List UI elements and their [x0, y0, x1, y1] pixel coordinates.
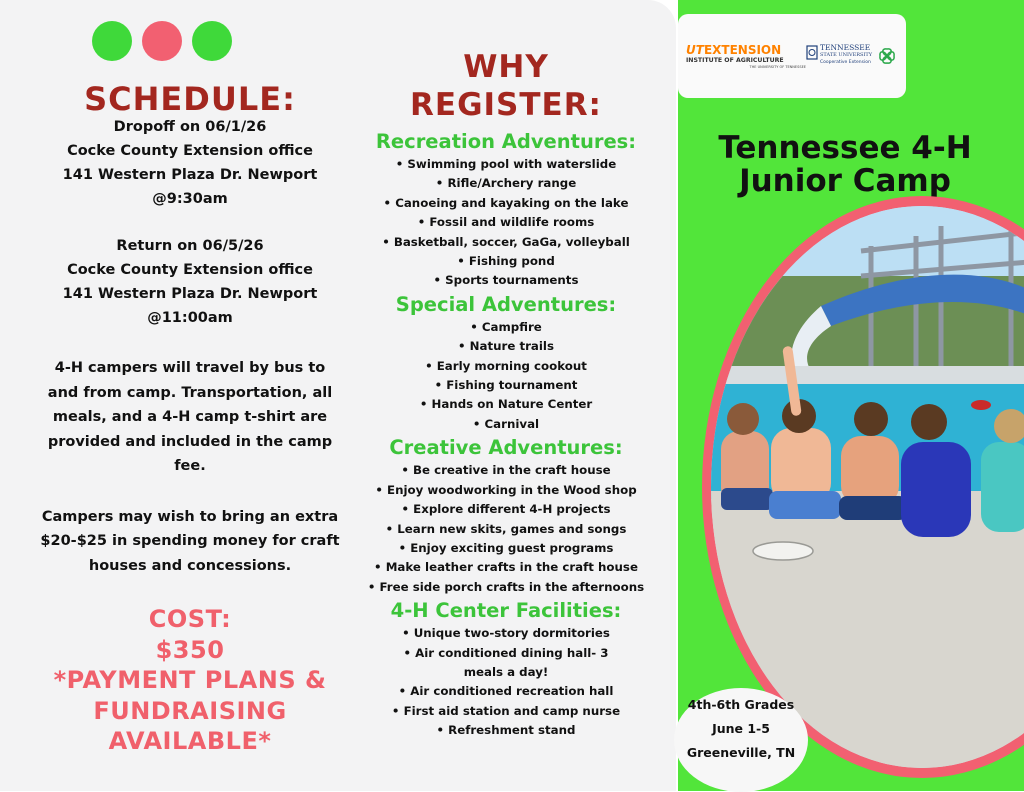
list-item: • Campfire — [470, 319, 542, 334]
list-item: • Enjoy exciting guest programs — [398, 540, 614, 555]
list-item: • Fishing tournament — [434, 378, 578, 393]
list-item: • Hands on Nature Center — [419, 397, 593, 412]
dropoff-place: Cocke County Extension office — [67, 143, 313, 159]
list-item: • Sports tournaments — [433, 273, 579, 288]
green-dot-1 — [92, 21, 132, 61]
creative-heading: Creative Adventures: — [389, 436, 623, 460]
ut-university: THE UNIVERSITY OF TENNESSEE — [749, 65, 806, 69]
ut-extension-logo — [686, 44, 806, 70]
list-item: • Fishing pond — [457, 254, 555, 269]
spending-note: Campers may wish to bring an extra $20-$25 in spending money for craft houses and concessions. — [40, 508, 340, 574]
list-item: • Nature trails — [458, 339, 554, 354]
list-item: • Air conditioned recreation hall — [398, 684, 614, 699]
dropoff-time: @9:30am — [152, 191, 228, 207]
camp-location: Greeneville, TN — [686, 745, 796, 760]
list-item: • Basketball, soccer, GaGa, volleyball — [382, 234, 630, 249]
why-register-column — [365, 48, 647, 741]
list-item: • Explore different 4-H projects — [401, 502, 611, 517]
list-item: • Fossil and wildlife rooms — [417, 215, 595, 230]
return-date: Return on 06/5/26 — [116, 238, 264, 254]
list-item: • Learn new skits, games and songs — [385, 521, 627, 536]
four-h-clover-icon — [876, 45, 898, 67]
payment-plans: *PAYMENT PLANS & — [53, 666, 327, 694]
ut-mark: UT — [686, 43, 704, 57]
return-time: @11:00am — [147, 310, 233, 326]
list-item: • Make leather crafts in the craft house — [374, 560, 638, 575]
why-register-heading: WHY REGISTER: — [410, 49, 602, 123]
return-address: 141 Western Plaza Dr. Newport — [62, 286, 318, 302]
list-item: • Rifle/Archery range — [435, 176, 577, 191]
camp-info-oval — [674, 688, 808, 792]
fundraising: FUNDRAISING — [93, 696, 287, 725]
recreation-heading: Recreation Adventures: — [375, 130, 637, 153]
list-item: • Carnival — [472, 416, 540, 431]
list-item: • First aid station and camp nurse — [391, 703, 621, 718]
list-item: • Free side porch crafts in the afternoons — [367, 579, 645, 594]
green-dot-2 — [192, 21, 232, 61]
facilities-heading: 4-H Center Facilities: — [390, 599, 622, 623]
list-item: • Air conditioned dining hall- 3 meals a day! — [403, 645, 609, 679]
transport-note: 4-H campers will travel by bus to and from camp. Transportation, all meals, and a 4-H camp t-shirt are provided and included in the camp fee. — [47, 360, 333, 474]
grades: 4th-6th Grades — [687, 697, 795, 712]
camp-title-line2: Junior Camp — [739, 163, 951, 199]
dropoff-date: Dropoff on 06/1/26 — [113, 119, 267, 135]
camp-title — [690, 132, 1000, 198]
tsu-emblem-icon — [806, 45, 818, 61]
list-item: • Unique two-story dormitories — [402, 626, 610, 641]
list-item: • Enjoy woodworking in the Wood shop — [375, 482, 637, 497]
dropoff-address: 141 Western Plaza Dr. Newport — [62, 167, 318, 183]
list-item: • Refreshment stand — [436, 723, 576, 738]
list-item: • Canoeing and kayaking on the lake — [383, 195, 629, 210]
ut-institute: INSTITUTE OF AGRICULTURE — [686, 57, 784, 64]
return-place: Cocke County Extension office — [67, 262, 313, 278]
logo-box — [678, 14, 906, 98]
cost-label: COST: — [148, 605, 232, 633]
camp-dates: June 1-5 — [712, 721, 770, 736]
pink-dot — [142, 21, 182, 61]
schedule-column — [20, 82, 360, 757]
tsu-name-line1: TENNESSEE — [820, 43, 871, 52]
ut-extension-name: EXTENSION — [703, 43, 782, 57]
cost-amount: $350 — [155, 635, 225, 664]
special-heading: Special Adventures: — [395, 292, 617, 316]
list-item: • Be creative in the craft house — [401, 463, 611, 478]
list-item: • Swimming pool with waterslide — [395, 157, 617, 171]
tsu-name-line2: STATE UNIVERSITY — [820, 52, 873, 58]
schedule-heading: SCHEDULE: — [84, 80, 296, 118]
camp-title-line1: Tennessee 4-H — [718, 130, 972, 166]
list-item: • Early morning cookout — [425, 358, 587, 373]
available: AVAILABLE* — [108, 727, 272, 755]
tsu-coop-ext: Cooperative Extension — [820, 60, 871, 65]
